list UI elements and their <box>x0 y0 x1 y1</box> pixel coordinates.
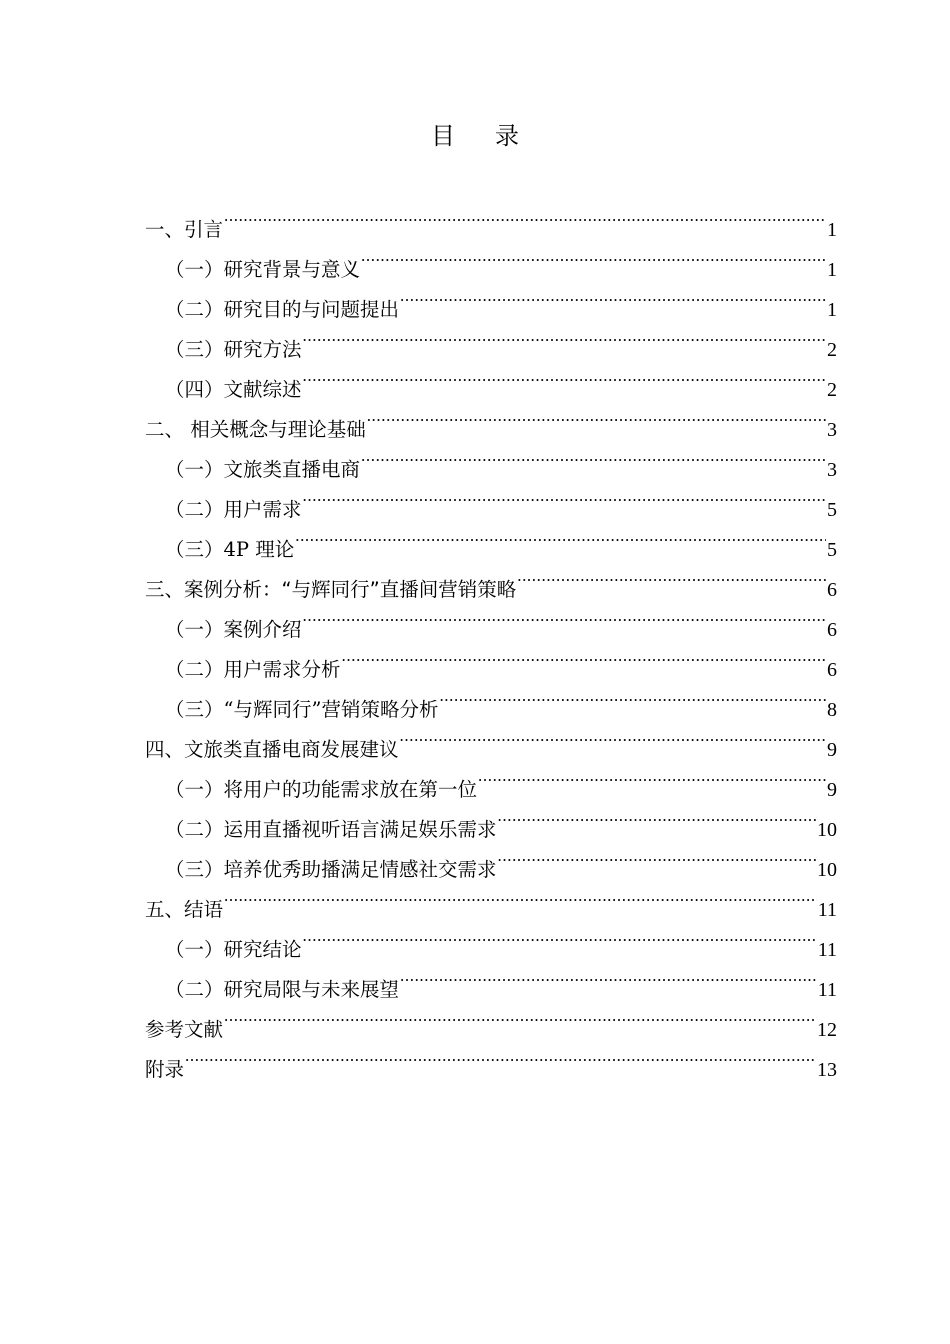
toc-entry-chapter[interactable] <box>145 196 837 241</box>
toc-title: 目录 <box>431 122 559 150</box>
toc-entry-title: 三、案例分析：“与辉同行”直播间营销策略 <box>145 578 517 601</box>
toc-page-number: 5 <box>827 539 837 561</box>
toc-page-number: 1 <box>827 219 837 241</box>
toc-page-number: 3 <box>827 419 837 441</box>
toc-dot-leader <box>361 436 826 476</box>
toc-entry-title: （四）文献综述 <box>165 378 302 401</box>
toc-dot-leader <box>400 956 817 996</box>
toc-entry-title: （一）将用户的功能需求放在第一位 <box>165 778 478 801</box>
toc-entry-title: （一）案例介绍 <box>165 618 302 641</box>
toc-entry-title: 一、引言 <box>145 218 224 241</box>
toc-entry-title: 四、文旅类直播电商发展建议 <box>145 738 399 761</box>
toc-entry-title: 五、结语 <box>145 898 224 921</box>
toc-dot-leader <box>295 516 826 556</box>
toc-dot-leader <box>367 396 826 436</box>
toc-entry-title: （一）研究背景与意义 <box>165 258 361 281</box>
toc-entry-title: （二）用户需求分析 <box>165 658 341 681</box>
toc-entry-chapter[interactable] <box>145 996 837 1041</box>
toc-page-number: 11 <box>817 899 837 921</box>
toc-page-number: 2 <box>827 339 837 361</box>
toc-page-number: 5 <box>827 499 837 521</box>
toc-entry-title: 二、 相关概念与理论基础 <box>145 418 366 441</box>
toc-entry-chapter[interactable] <box>145 1036 837 1081</box>
toc-dot-leader <box>224 996 816 1036</box>
toc-page-number: 10 <box>817 819 837 841</box>
toc-dot-leader <box>303 916 817 956</box>
toc-dot-leader <box>342 636 826 676</box>
toc-dot-leader <box>478 756 826 796</box>
toc-page-number: 11 <box>817 979 837 1001</box>
toc-dot-leader <box>303 476 826 516</box>
toc-entry-title: 附录 <box>145 1058 185 1081</box>
toc-list <box>145 196 837 1081</box>
toc-dot-leader <box>185 1036 816 1076</box>
toc-entry-title: （一）文旅类直播电商 <box>165 458 361 481</box>
toc-dot-leader <box>361 236 826 276</box>
toc-entry-title: （三）研究方法 <box>165 338 302 361</box>
toc-entry-section[interactable] <box>145 236 837 281</box>
toc-dot-leader <box>224 876 817 916</box>
toc-entry-title: （二）运用直播视听语言满足娱乐需求 <box>165 818 497 841</box>
toc-entry-chapter[interactable] <box>145 876 837 921</box>
toc-dot-leader <box>498 836 816 876</box>
toc-dot-leader <box>517 556 826 596</box>
toc-entry-title: （三）培养优秀助播满足情感社交需求 <box>165 858 497 881</box>
toc-page-number: 1 <box>827 299 837 321</box>
toc-page-number: 9 <box>827 739 837 761</box>
toc-dot-leader <box>303 596 826 636</box>
toc-entry-title: （一）研究结论 <box>165 938 302 961</box>
toc-dot-leader <box>498 796 816 836</box>
toc-entry-title: （二）用户需求 <box>165 498 302 521</box>
toc-dot-leader <box>303 316 826 356</box>
toc-entry-title: 参考文献 <box>145 1018 224 1041</box>
toc-page-number: 12 <box>817 1019 837 1041</box>
toc-page-number: 3 <box>827 459 837 481</box>
toc-page-number: 13 <box>817 1059 837 1081</box>
toc-page-number: 2 <box>827 379 837 401</box>
toc-entry-title: （二）研究局限与未来展望 <box>165 978 400 1001</box>
toc-dot-leader <box>400 276 826 316</box>
toc-page-number: 6 <box>827 659 837 681</box>
toc-entry-title: （三）“与辉同行”营销策略分析 <box>165 698 439 721</box>
toc-page-number: 1 <box>827 259 837 281</box>
toc-entry-title: （二）研究目的与问题提出 <box>165 298 400 321</box>
toc-page-number: 8 <box>827 699 837 721</box>
toc-dot-leader <box>303 356 826 396</box>
toc-entry-title: （三）4P 理论 <box>165 538 295 561</box>
toc-page-number: 11 <box>817 939 837 961</box>
toc-dot-leader <box>224 196 826 236</box>
toc-page-number: 9 <box>827 779 837 801</box>
toc-entry-section[interactable] <box>145 916 837 961</box>
toc-page-number: 6 <box>827 619 837 641</box>
toc-page-number: 10 <box>817 859 837 881</box>
toc-dot-leader <box>439 676 826 716</box>
toc-page-number: 6 <box>827 579 837 601</box>
toc-dot-leader <box>400 716 826 756</box>
